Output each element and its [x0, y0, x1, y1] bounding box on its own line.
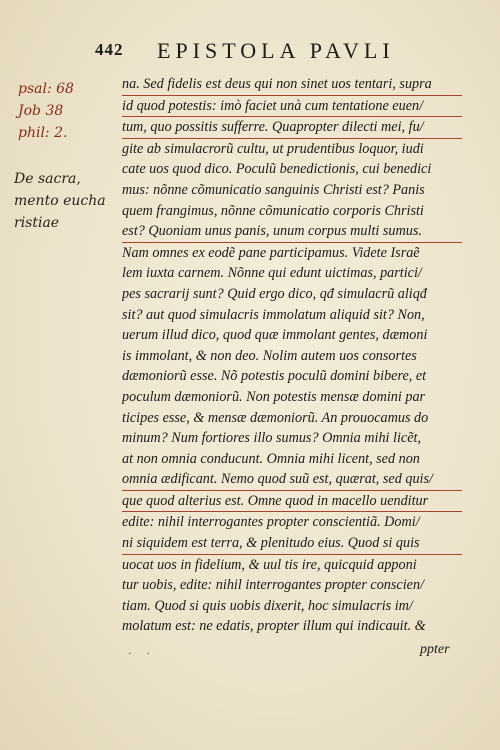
text-line: quem frangimus, nõnne cõmunicatio corporis Christi [122, 202, 424, 219]
text-line: tur uobis, edite: nihil interrogantes propter conscien/ [122, 577, 424, 594]
text-line: minum? Num fortiores illo sumus? Omnia mihi licẽt, [122, 430, 421, 447]
text-line: dæmoniorũ esse. Nõ potestis poculũ domini bibere, et [122, 368, 427, 385]
body-text [122, 74, 462, 637]
margin-note: phil: 2. [18, 125, 68, 141]
text-line: molatum est: ne edatis, propter illum qui indicauit. & [122, 618, 426, 635]
text-line: is immolant, & non deo. Nolim autem uos consortes [122, 347, 417, 364]
text-line: est? Quoniam unus panis, unum corpus multi sumus. [122, 221, 462, 243]
text-line: pes sacrarij sunt? Quid ergo dico, qđ simulacrũ aliqđ [122, 285, 427, 302]
text-line: omnia ædificant. Nemo quod suũ est, quærat, sed quis/ [122, 469, 462, 491]
margin-note: ristiae [14, 215, 60, 231]
text-line: lem iuxta carnem. Nõnne qui edunt uictimas, partici/ [122, 265, 422, 282]
text-line: cate uos quod dico. Poculũ benedictionis, cui benedici [122, 161, 432, 178]
text-line: mus: nõnne cõmunicatio sanguinis Christi est? Panis [122, 181, 425, 198]
running-title: EPISTOLA PAVLI [157, 38, 395, 63]
margin-note: Job 38 [18, 103, 64, 119]
margin-note: De sacra, [14, 171, 81, 187]
text-line: tum, quo possitis sufferre. Quapropter dilecti mei, fu/ [122, 117, 462, 139]
margin-red-references [18, 78, 98, 144]
text-line: ticipes esse, & mensæ dæmoniorũ. An prouocamus do [122, 409, 429, 426]
text-line: uerum illud dico, quod quæ immolant gentes, dæmoni [122, 327, 428, 344]
text-line: uocat uos in fidelium, & uul tis ire, quicquid apponi [122, 556, 417, 573]
text-line: sit? aut quod simulacris immolatum aliquid sit? Non, [122, 306, 425, 323]
text-line: tiam. Quod si quis uobis dixerit, hoc simulacris im/ [122, 597, 413, 614]
text-line: id quod potestis: imò faciet unà cum tentatione euen/ [122, 96, 462, 118]
catchword: ppter [420, 642, 450, 657]
text-line: edite: nihil interrogantes propter conscientiã. Domi/ [122, 514, 420, 531]
margin-note: psal: 68 [18, 81, 74, 97]
text-line: ni siquidem est terra, & plenitudo eius. Quod si quis [122, 533, 462, 555]
text-line: Nam omnes ex eodẽ pane participamus. Videte Israẽ [122, 244, 420, 261]
text-line: poculum dæmoniorũ. Non potestis mensæ domini par [122, 388, 426, 405]
text-line: que quod alterius est. Omne quod in macello uenditur [122, 491, 462, 513]
page-number: 442 [95, 40, 124, 59]
margin-handwritten-note [14, 168, 124, 234]
text-line: gite ab simulacrorũ cultu, ut prudentibus loquor, iudi [122, 140, 424, 157]
margin-note: mento eucha [14, 193, 106, 209]
text-line: na. Sed fidelis est deus qui non sinet uos tentari, supra [122, 74, 462, 96]
text-line: at non omnia conducunt. Omnia mihi licent, sed non [122, 450, 420, 467]
ink-specks: · · [128, 648, 157, 660]
page-header [95, 38, 475, 64]
